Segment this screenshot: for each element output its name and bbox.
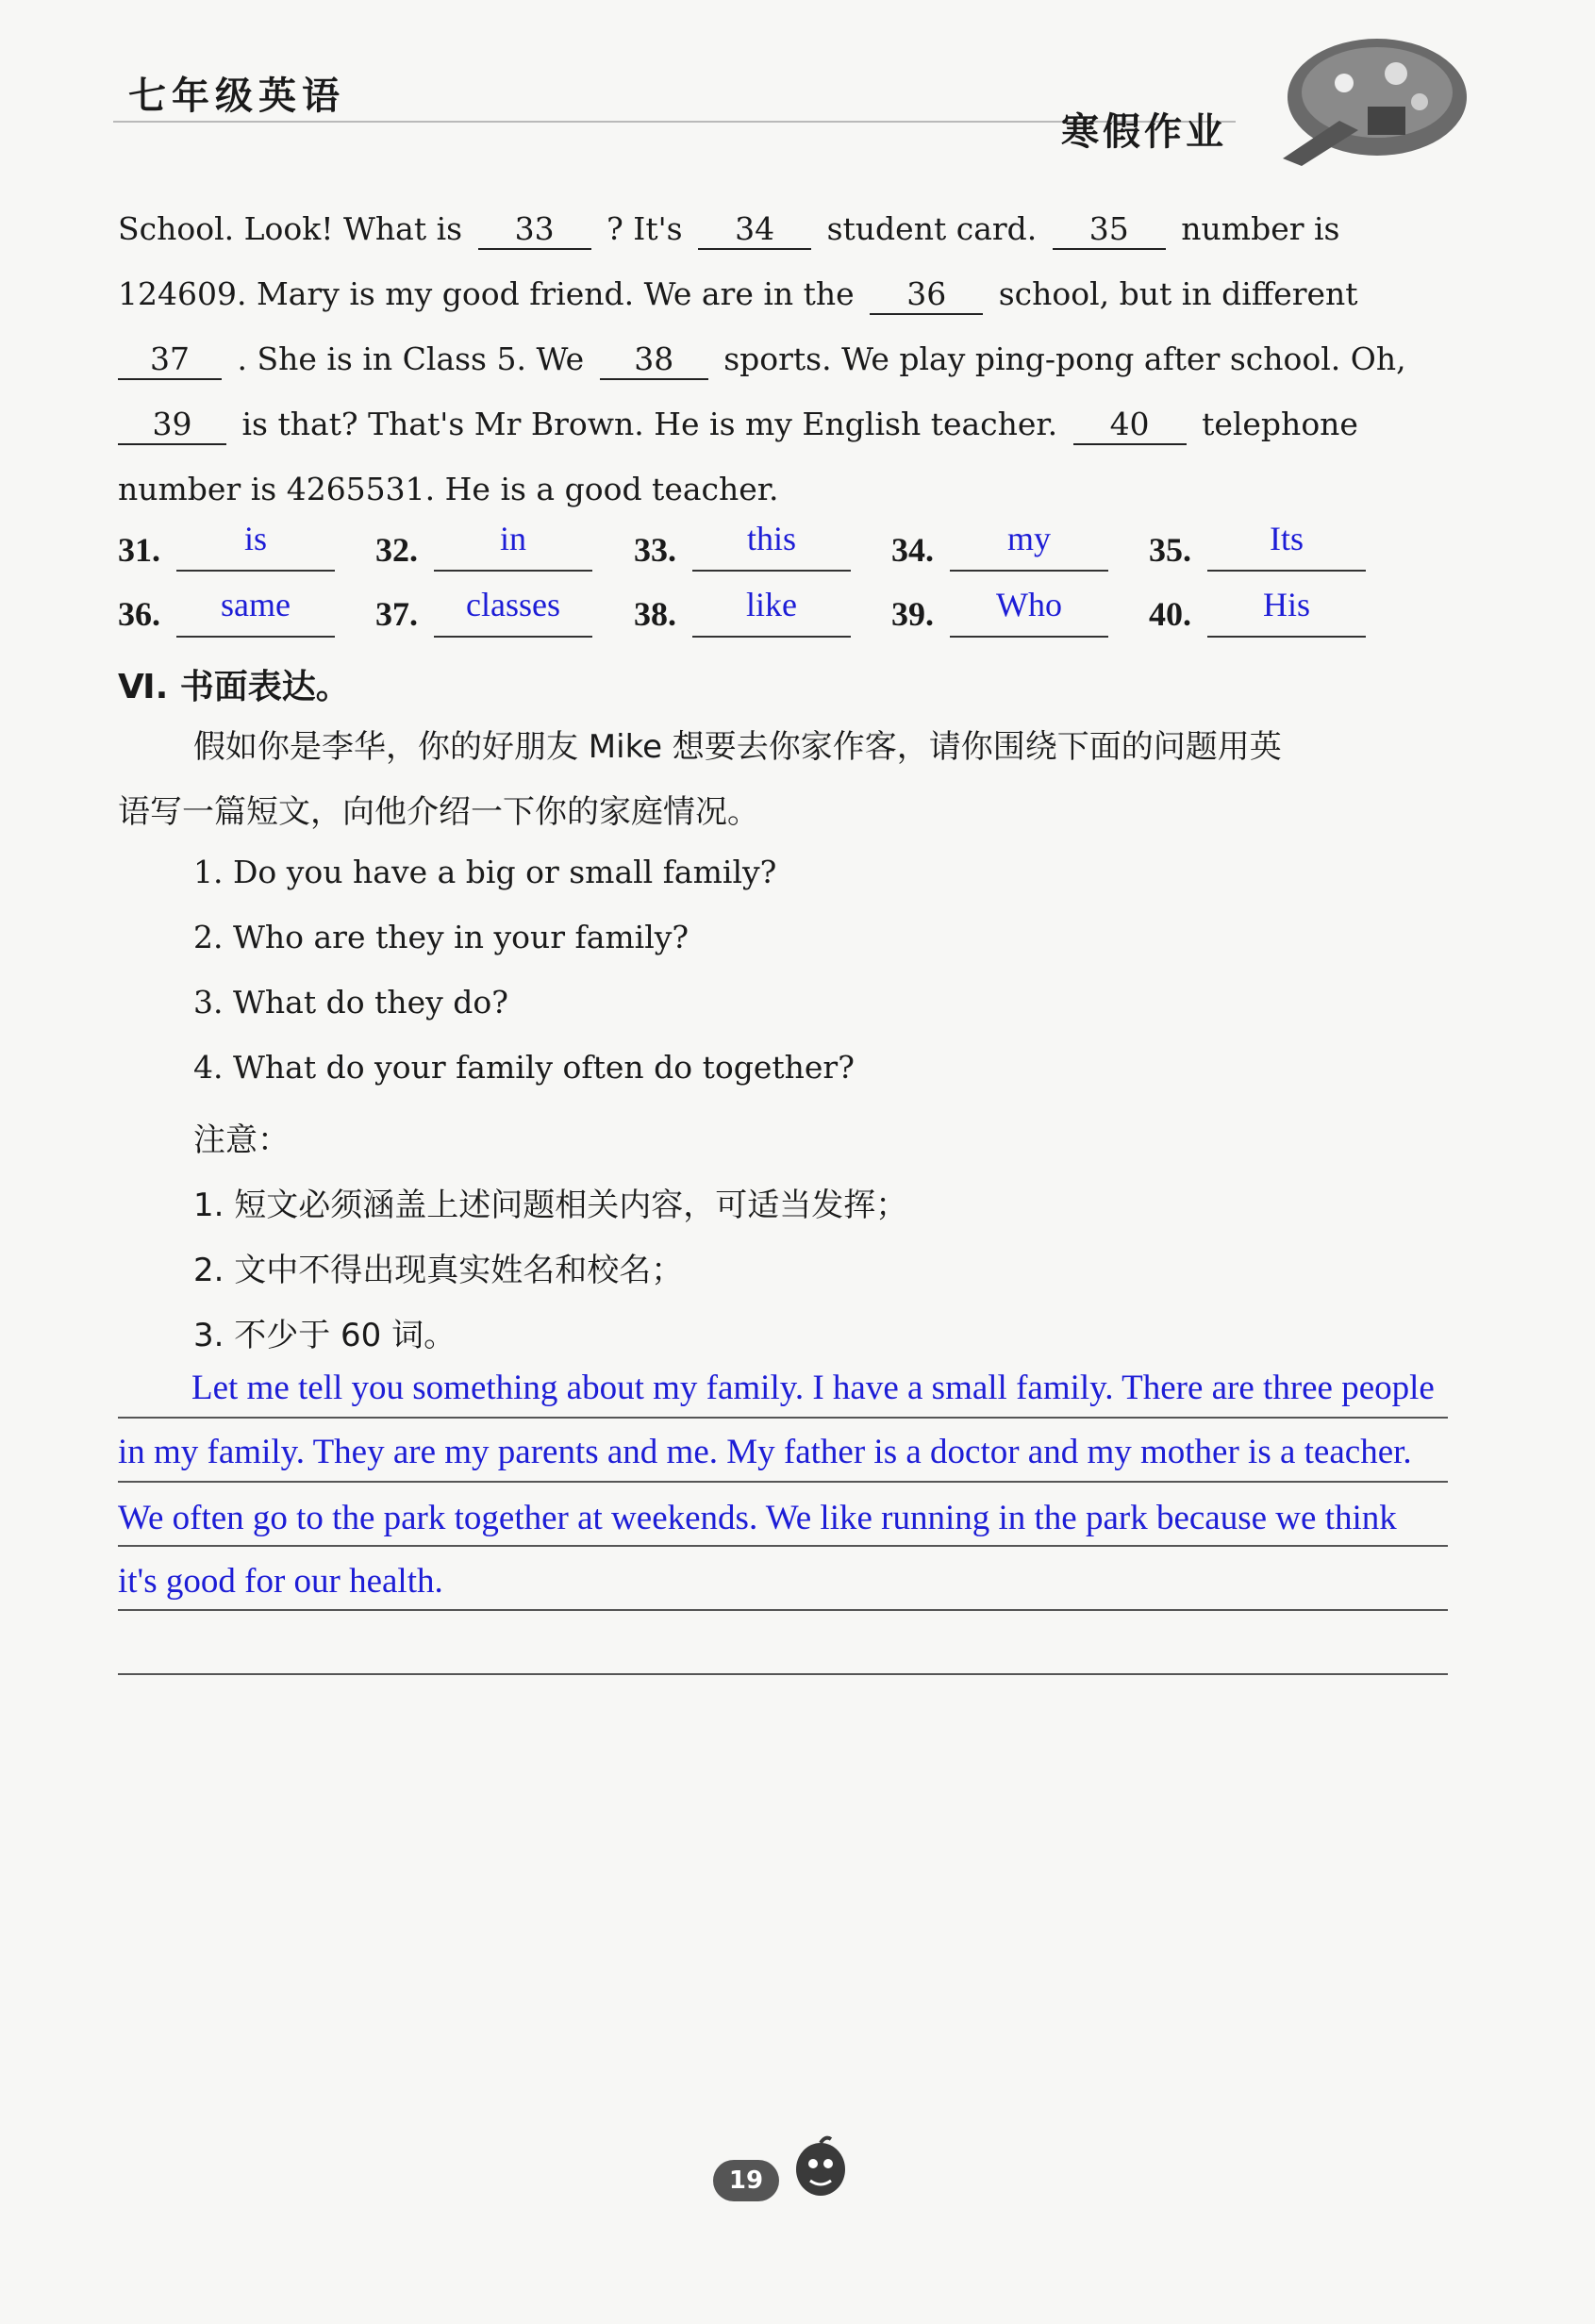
guide-question: 2. Who are they in your family? <box>193 919 690 955</box>
answer-number: 39. <box>891 595 934 633</box>
writing-line <box>118 1609 1448 1611</box>
answer-value: Its <box>1270 520 1304 557</box>
answer-number: 33. <box>634 531 676 569</box>
answer-value: like <box>746 586 797 623</box>
cloze-passage <box>118 196 1453 522</box>
blank-38: 38 <box>600 340 708 380</box>
note-item: 2. 文中不得出现真实姓名和校名； <box>193 1252 684 1289</box>
answer-value: classes <box>466 586 560 623</box>
header-illustration <box>1254 26 1471 168</box>
answer-value: His <box>1262 586 1310 623</box>
answer-line <box>692 570 851 572</box>
blank-40: 40 <box>1073 406 1187 445</box>
answer-line <box>176 636 335 638</box>
answer-value: is <box>243 520 267 557</box>
blank-37: 37 <box>118 340 222 380</box>
essay-line: in my family. They are my parents and me. My father is a doctor and my mother is a teacher. <box>118 1433 1412 1471</box>
passage-text: 124609. Mary is my good friend. We are in the <box>118 275 855 312</box>
answer-value: same <box>221 586 291 623</box>
guide-question: 1. Do you have a big or small family? <box>193 854 777 890</box>
guide-question: 4. What do your family often do together? <box>193 1049 855 1086</box>
page-number: 19 <box>713 2160 779 2201</box>
answer-line <box>950 636 1108 638</box>
answer-line <box>434 570 592 572</box>
passage-text: number is 4265531. He is a good teacher. <box>118 471 779 507</box>
note-item: 1. 短文必须涵盖上述问题相关内容，可适当发挥； <box>193 1187 908 1224</box>
answer-number: 31. <box>118 531 160 569</box>
writing-line <box>118 1481 1448 1483</box>
passage-text: telephone <box>1202 406 1358 442</box>
answer-number: 38. <box>634 595 676 633</box>
blank-35: 35 <box>1053 210 1166 250</box>
essay-line: We often go to the park together at weekends. We like running in the park because we think <box>118 1499 1397 1537</box>
blank-34: 34 <box>698 210 811 250</box>
blank-33: 33 <box>478 210 591 250</box>
answer-number: 35. <box>1149 531 1191 569</box>
answer-value: this <box>746 520 796 557</box>
note-label: 注意： <box>193 1121 290 1159</box>
writing-line <box>118 1545 1448 1547</box>
writing-line <box>118 1417 1448 1419</box>
writing-line <box>118 1673 1448 1675</box>
passage-text: School. Look! What is <box>118 210 463 247</box>
answer-number: 32. <box>375 531 418 569</box>
mascot-icon <box>788 2133 854 2209</box>
answer-number: 36. <box>118 595 160 633</box>
passage-text: ? It's <box>606 210 683 247</box>
note-item: 3. 不少于 60 词。 <box>193 1317 457 1354</box>
answer-number: 40. <box>1149 595 1191 633</box>
book-title: 七年级英语 <box>128 74 345 118</box>
answer-value: my <box>1006 520 1051 557</box>
passage-text: school, but in different <box>998 275 1358 312</box>
answer-line <box>434 636 592 638</box>
guide-question: 3. What do they do? <box>193 984 508 1021</box>
answer-value: in <box>499 520 526 557</box>
essay-line: Let me tell you something about my family. I have a small family. There are three people <box>191 1369 1435 1407</box>
blank-39: 39 <box>118 406 226 445</box>
passage-text: student card. <box>826 210 1038 247</box>
series-title: 寒假作业 <box>1061 110 1227 154</box>
task-instructions: 语写一篇短文，向他介绍一下你的家庭情况。 <box>118 793 759 831</box>
answer-line <box>1207 570 1366 572</box>
task-instructions: 假如你是李华，你的好朋友 Mike 想要去你家作客，请你围绕下面的问题用英 <box>193 728 1282 766</box>
passage-text: sports. We play ping-pong after school. Oh, <box>723 340 1406 377</box>
essay-line: it's good for our health. <box>118 1562 443 1601</box>
blank-36: 36 <box>870 275 983 315</box>
answer-number: 37. <box>375 595 418 633</box>
answer-line <box>1207 636 1366 638</box>
section-heading: Ⅵ. 书面表达。 <box>118 668 350 706</box>
passage-text: number is <box>1181 210 1340 247</box>
answer-line <box>176 570 335 572</box>
passage-text: . She is in Class 5. We <box>237 340 585 377</box>
answer-number: 34. <box>891 531 934 569</box>
answer-line <box>950 570 1108 572</box>
passage-text: is that? That's Mr Brown. He is my English teacher. <box>241 406 1058 442</box>
answer-line <box>692 636 851 638</box>
answer-value: Who <box>996 586 1062 623</box>
